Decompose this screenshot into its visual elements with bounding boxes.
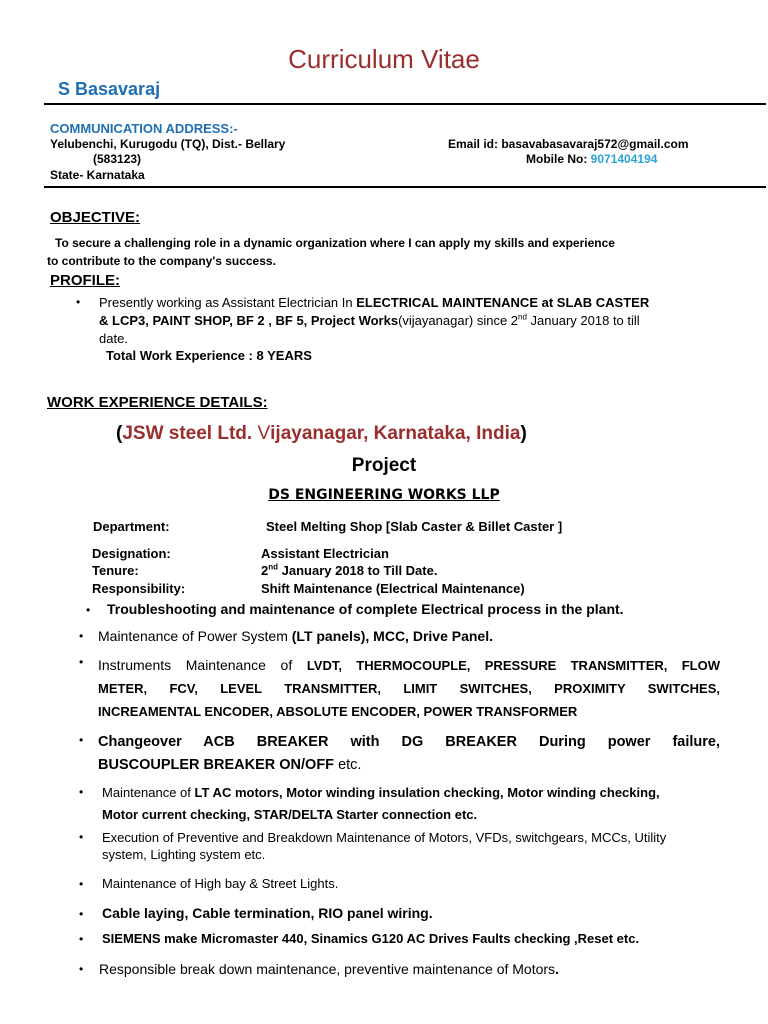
divider-bottom xyxy=(44,186,766,188)
duty-item: Responsible break down maintenance, preventive maintenance of Motors. xyxy=(99,961,559,977)
responsibility-label: Responsibility: xyxy=(92,581,186,596)
bullet-icon: • xyxy=(79,785,84,799)
mobile-value[interactable]: 9071404194 xyxy=(590,152,658,166)
project-label: Project xyxy=(351,455,417,476)
department-value: Steel Melting Shop [Slab Caster & Billet Caster ] xyxy=(266,519,563,534)
address-line-1: Yelubenchi, Kurugodu (TQ), Dist.- Bellary xyxy=(50,137,286,151)
duty-item: Maintenance of Power System (LT panels), MCC, Drive Panel. xyxy=(98,628,493,644)
bullet-icon: • xyxy=(79,932,84,946)
project-name: DS ENGINEERING WORKS LLP xyxy=(268,487,500,503)
email-value[interactable]: basavabasavaraj572@gmail.com xyxy=(501,137,689,151)
duty-item: Maintenance of High bay & Street Lights. xyxy=(102,876,339,891)
department-label: Department: xyxy=(93,519,170,534)
duty-item: Cable laying, Cable termination, RIO panel wiring. xyxy=(102,905,433,921)
company-line: (JSW steel Ltd. Vijayanagar, Karnataka, India) xyxy=(116,423,527,444)
tenure-value: 2nd January 2018 to Till Date. xyxy=(261,562,438,578)
work-heading: WORK EXPERIENCE DETAILS: xyxy=(47,394,268,411)
bullet-icon: • xyxy=(79,655,84,669)
company-location: ijayanagar, Karnataka, India xyxy=(270,423,521,444)
designation-value: Assistant Electrician xyxy=(261,546,389,561)
bullet-icon: • xyxy=(79,733,84,747)
email-row xyxy=(448,137,689,152)
bullet-icon: • xyxy=(79,830,84,844)
bullet-icon: • xyxy=(79,877,84,891)
bullet-icon: • xyxy=(76,295,81,309)
objective-line-2: to contribute to the company's success. xyxy=(47,254,276,268)
communication-heading: COMMUNICATION ADDRESS:- xyxy=(50,121,238,136)
candidate-name: S Basavaraj xyxy=(58,79,161,99)
divider-top xyxy=(44,103,766,105)
duty-item: Instruments Maintenance of LVDT, THERMOCOUPLE, PRESSURE TRANSMITTER, FLOW METER, FCV, LEVEL TRANSMITTER, LIMIT SWITCHES, PROXIMITY SWITCHES, INCREAMENTAL ENCODER, ABSOLUTE ENCODER, POWER TRANSFORMER xyxy=(98,657,720,719)
mobile-label: Mobile No: xyxy=(526,152,591,166)
company-name: JSW steel Ltd. xyxy=(122,423,258,444)
email-label: Email id: xyxy=(448,137,502,151)
profile-heading: PROFILE: xyxy=(50,272,120,289)
bullet-icon: • xyxy=(79,962,84,976)
responsibility-value: Shift Maintenance (Electrical Maintenance) xyxy=(261,581,525,596)
objective-line-1: To secure a challenging role in a dynamic organization where I can apply my skills and experience xyxy=(55,236,615,250)
bullet-icon: • xyxy=(79,907,84,921)
duty-item: Execution of Preventive and Breakdown Maintenance of Motors, VFDs, switchgears, MCCs, Utility system, Lighting system etc. xyxy=(102,830,667,862)
mobile-row xyxy=(526,152,657,167)
designation-label: Designation: xyxy=(92,546,171,561)
duty-item: Changeover ACB BREAKER with DG BREAKER During power failure, BUSCOUPLER BREAKER ON/OFF etc. xyxy=(98,734,720,773)
address-line-3: State- Karnataka xyxy=(50,168,145,182)
duty-item: SIEMENS make Micromaster 440, Sinamics G120 AC Drives Faults checking ,Reset etc. xyxy=(102,931,640,946)
document-title: Curriculum Vitae xyxy=(288,44,480,74)
objective-heading: OBJECTIVE: xyxy=(50,209,141,226)
duty-item: Troubleshooting and maintenance of complete Electrical process in the plant. xyxy=(107,601,624,617)
profile-paragraph: Presently working as Assistant Electrician In ELECTRICAL MAINTENANCE at SLAB CASTER & LCP3, PAINT SHOP, BF 2 , BF 5, Project Works(vijayanagar) since 2nd January 2018 to till date. xyxy=(99,295,650,346)
bullet-icon: • xyxy=(86,603,91,617)
bullet-icon: • xyxy=(79,629,84,643)
address-line-2: (583123) xyxy=(93,152,142,166)
total-experience: Total Work Experience : 8 YEARS xyxy=(106,348,312,363)
tenure-label: Tenure: xyxy=(92,563,139,578)
duty-item: Maintenance of LT AC motors, Motor winding insulation checking, Motor winding checking, Motor current checking, STAR/DELTA Starter connection etc. xyxy=(102,785,660,822)
